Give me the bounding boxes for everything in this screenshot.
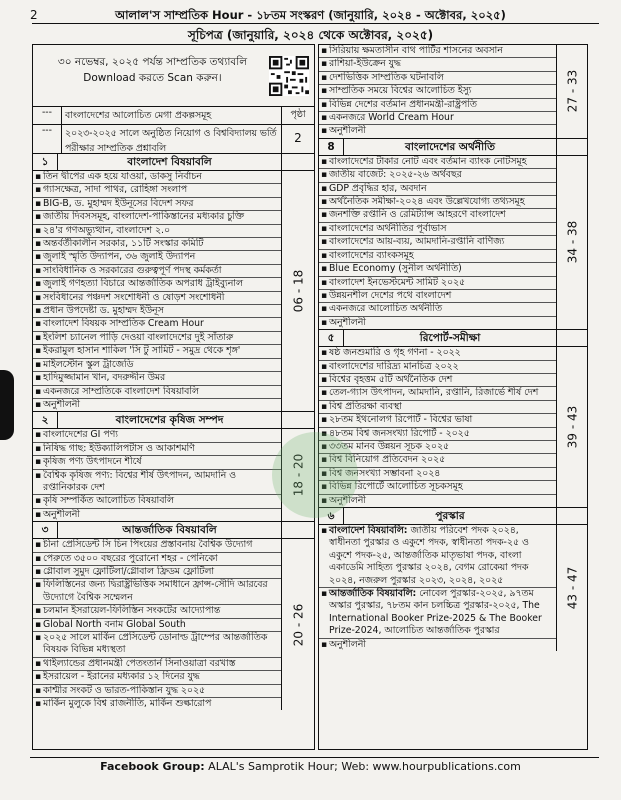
toc-item: ▪ থাইল্যান্ডের প্রধানমন্ত্রী পেতংতার্ন সিনাওয়াত্রা বরখাস্ত — [33, 658, 281, 671]
page-range: 27 - 33 — [565, 70, 579, 113]
toc-item: ▪ ৪৮তম বিশ্ব জনসংখ্যা রিপোর্ট - ২০২৫ — [319, 428, 556, 441]
toc-item: ▪ বৈশ্বিক কৃষিজ পণ্য: বিশ্বের শীর্ষ উৎপাদন, আমদানি ও রপ্তানিকারক দেশ — [33, 470, 281, 496]
toc-item: ▪ কৃষিজ পণ্য উৎপাদনে শীর্ষে — [33, 456, 281, 469]
toc-item: ▪ তেল-গ্যাস উৎপাদন, আমদানি, রপ্তানি, রিজার্ভে শীর্ষ দেশ — [319, 387, 556, 400]
toc-item: ▪ ষষ্ঠ জনশুমারি ও গৃহ গণনা - ২০২২ — [319, 347, 556, 360]
toc-item: ▪ বিশ্ব প্রতিরক্ষা ব্যবস্থা — [319, 401, 556, 414]
toc-item: ▪ চীনা প্রেসিডেন্ট সি চিন পিংয়ের প্রস্তাবনায় বৈশ্বিক উদ্যোগ — [33, 539, 281, 552]
toc-item: ▪ তিন দ্বীপের এক হয়ে যাওয়া, ডাকসু নির্বাচন — [33, 171, 281, 184]
section-heading — [319, 139, 587, 156]
toc-item: ▪ নিষিদ্ধ গাছ: ইউক্যালিপটাস ও আকাশমণি — [33, 443, 281, 456]
toc-item: ▪ ইকরামুল হাসান শাকিল 'সি টু সামিট - সমুদ্র থেকে শৃঙ্গ' — [33, 345, 281, 358]
toc-item: ▪ চলমান ইসরায়েল-ফিলিস্তিন সংকটের আদ্যোপান্ত — [33, 605, 281, 618]
misc-dash: --- — [33, 107, 62, 124]
item-list — [319, 45, 556, 138]
section-body — [319, 347, 587, 508]
section-number: 8 — [319, 139, 344, 155]
item-list — [33, 539, 281, 710]
section-number: ১ — [33, 154, 58, 170]
section-body — [319, 45, 587, 139]
toc-item: ▪ জাতীয় দিবসসমূহ, বাংলাদেশ-পাকিস্তানের মধ্যকার চুক্তি — [33, 211, 281, 224]
toc-item: ▪ বিশ্ব জনসংখ্যা সম্ভাবনা ২০২৪ — [319, 468, 556, 481]
toc-right-column — [318, 44, 588, 750]
toc-item: ▪ GDP প্রবৃদ্ধির হার, অবদান — [319, 183, 556, 196]
section-pages — [556, 525, 587, 651]
toc-item: ▪ হাদিমুজ্জামান খান, বদরুদ্দীন উমর — [33, 372, 281, 385]
section-heading — [33, 154, 314, 171]
award-label: বাংলাদেশ বিষয়াবলি: — [329, 525, 408, 536]
toc-item: ▪ ৩৩তম মানব উন্নয়ন সূচক ২০২৫ — [319, 441, 556, 454]
toc-item: ▪ গ্লোবাল সুমুদ ফ্লোটিলা/গ্লোবাল ফ্রিডম ফ্লোটিলা — [33, 566, 281, 579]
binding-shadow — [0, 370, 14, 440]
qr-text-line2: Download করতে Scan করুন। — [83, 72, 222, 84]
toc-item: ▪ অনুশীলনী — [33, 399, 281, 411]
section-number: ৩ — [33, 522, 58, 538]
toc-item: ▪ বাংলাদেশের আয়-ব্যয়, আমদানি-রপ্তানি বাণিজ্য — [319, 236, 556, 249]
toc-item: ▪ বাংলাদেশের টাকার নোট এবং বর্তমান ব্যাংক নোটসমূহ — [319, 156, 556, 169]
toc-item: ▪ বাংলাদেশ ইনভেস্টমেন্ট সামিট ২০২৫ — [319, 277, 556, 290]
section-title: বাংলাদেশের অর্থনীতি — [405, 140, 495, 153]
toc-item: ▪ জাতীয় বাজেট: ২০২৫-২৬ অর্থবছর — [319, 169, 556, 182]
toc-item: ▪ অনুশীলনী — [319, 125, 556, 137]
footer-label: Facebook Group: — [100, 760, 205, 773]
page-range: 43 - 47 — [565, 566, 579, 610]
toc-item: ▪ BIG-B, ড. মুহাম্মদ ইউনূসের বিদেশ সফর — [33, 198, 281, 211]
section-title: আন্তর্জাতিক বিষয়াবলি — [122, 524, 217, 537]
toc-item: ▪ দেশভিত্তিক সাম্প্রতিক ঘটনাবলি — [319, 72, 556, 85]
toc-item: ▪ বিভিন্ন রিপোর্টে আলোচিত সূচকসমূহ — [319, 481, 556, 494]
misc-text: বাংলাদেশের আলোচিত মেগা প্রকল্পসমূহ — [65, 110, 212, 121]
header-title: আলাল'স সাম্প্রতিক Hour - ১৮তম সংস্করণ (জানুয়ারি, ২০২৪ - অক্টোবর, ২০২৫) — [115, 8, 506, 22]
section-body — [33, 539, 314, 710]
section-heading — [33, 522, 314, 539]
item-list — [319, 156, 556, 329]
toc-item: ▪ একনজরে আলোচিত অর্থনীতি — [319, 303, 556, 316]
qr-row — [33, 45, 314, 107]
qr-text-line1: ৩০ নভেম্বর, ২০২৫ পর্যন্ত সাম্প্রতিক তথ্যাবলি — [57, 56, 248, 68]
toc-item: ▪ বিভিন্ন দেশের বর্তমান প্রধানমন্ত্রী-রাষ্ট্রপতি — [319, 99, 556, 112]
footer-rule — [30, 757, 599, 758]
toc-item: ▪ অনুশীলনী — [319, 495, 556, 507]
section-title: রিপোর্ট-সমীক্ষা — [419, 332, 481, 345]
toc-item: ▪ বিশ্বের বৃহত্তম ৫টি অর্থনৈতিক দেশ — [319, 374, 556, 387]
toc-left-column — [32, 44, 315, 750]
toc-item: ▪ প্রধান উপদেষ্টা ড. মুহাম্মদ ইউনূস — [33, 305, 281, 318]
toc-item: ▪ বাংলাদেশ বিষয়ক সাম্প্রতিক Cream Hour — [33, 318, 281, 331]
section-pages — [556, 156, 587, 329]
toc-item: ▪ গ্যাসক্ষেত্র, সাদা পাথর, রোহিঙ্গা সংলাপ — [33, 184, 281, 197]
toc-item: ▪ ফিলিস্তিনের জন্য দ্বিরাষ্ট্রভিত্তিক সমাধানে ফ্রান্স-সৌদি আরবের উদ্যোগে বৈশ্বিক সম্মেলন — [33, 579, 281, 605]
toc-item: ▪ একনজরে সাম্প্রতিকে বাংলাদেশ বিষয়াবলি — [33, 386, 281, 399]
section-body — [319, 156, 587, 330]
toc-item: ▪ বিশ্ব বিনিয়োগ প্রতিবেদন ২০২৫ — [319, 454, 556, 467]
toc-item: ▪ অনুশীলনী — [33, 509, 281, 521]
toc-item: ▪ অনুশীলনী — [319, 639, 556, 651]
page-range: 34 - 38 — [565, 221, 579, 264]
section-title: পুরস্কার — [435, 510, 465, 522]
page-range: 18 - 20 — [291, 453, 305, 497]
toc-item: ▪ বাংলাদেশের অর্থনীতির পূর্বাভাস — [319, 223, 556, 236]
footer-text: ALAL's Samprotik Hour; Web: www.hourpublications.com — [208, 760, 521, 773]
toc-item: ▪ সংবিধানের পঞ্চদশ সংশোধনী ও ষোড়শ সংশোধনী — [33, 292, 281, 305]
toc-item: ▪ উন্নয়নশীল দেশের পথে বাংলাদেশ — [319, 290, 556, 303]
award-text: জাতীয় পরিবেশ পদক ২০২৪, স্বাধীনতা পুরস্কার ও একুশে পদক, স্বাধীনতা পদক-২৫ ও একুশে পদক-২৫, আন্তর্জাতিক মাতৃভাষা পদক, বাংলা একাডেমি সাহিত্য পুরস্কার ২০২৪, বেগম রোকেয়া পদক ২০২৪, নজরুল পুরস্কার ২০২৩, ২০২৪, ২০২৫ — [329, 525, 529, 586]
toc-item: ▪ জুলাই গণহত্যা বিচারে আন্তর্জাতিক অপরাধ ট্রাইব্যুনাল — [33, 278, 281, 291]
toc-item: ▪ অনুশীলনী — [319, 317, 556, 329]
toc-item: ▪ একনজরে World Cream Hour — [319, 112, 556, 125]
toc-item: ▪ বাংলাদেশের দারিদ্র্য মানচিত্র ২০২২ — [319, 361, 556, 374]
section-pages — [281, 539, 314, 710]
toc-title: সূচিপত্র (জানুয়ারি, ২০২৪ থেকে অক্টোবর, ২০২৫) — [187, 28, 434, 42]
toc-item: ▪ Blue Economy (সুনীল অর্থনীতি) — [319, 263, 556, 276]
award-text: নোবেল পুরস্কার-২০২৫, ৯৭তম অস্কার পুরস্কার, ৭৮তম কান চলচ্চিত্র পুরস্কার-২০২৫, The International Booker Prize-2025 & The Booker Prize-2024, আলোচিত আন্তর্জাতিক পুরস্কার — [329, 588, 542, 637]
toc-item: ▪ জনশক্তি রপ্তানি ও রেমিট্যান্স আহরণে বাংলাদেশ — [319, 209, 556, 222]
section-number: ৬ — [319, 508, 344, 524]
page-range: 39 - 43 — [565, 405, 579, 449]
section-pages — [556, 347, 587, 507]
toc-item: ▪ সাম্প্রতিক সময়ে বিশ্বের আলোচিত ইস্যু — [319, 85, 556, 98]
section-pages — [556, 45, 587, 138]
misc-row — [33, 125, 314, 154]
toc-item: ▪ ২০২৫ সালে মার্কিন প্রেসিডেন্ট ডোনাল্ড ট্রাম্পের আন্তর্জাতিক বিষয়ক বিভিন্ন মধ্যস্থতা — [33, 632, 281, 658]
item-list — [319, 639, 556, 651]
toc-item: ▪ মার্কিন মুলুকে বিশ্ব রাজনীতি, মার্কিন শুল্কারোপ — [33, 698, 281, 710]
misc-page: পৃষ্ঠা — [281, 107, 314, 124]
watermark-logo — [272, 432, 358, 518]
section-title: বাংলাদেশ বিষয়াবলি — [127, 156, 212, 168]
toc-item: ▪ রাশিয়া-ইউক্রেন যুদ্ধ — [319, 58, 556, 71]
section-number: ৫ — [319, 330, 344, 346]
header-rule — [32, 23, 599, 24]
toc-item: ▪ জুলাই স্মৃতি উদ্যাপন, ৩৬ জুলাই উদ্যাপন — [33, 251, 281, 264]
section-heading — [319, 330, 587, 347]
page-range: 20 - 26 — [291, 603, 305, 647]
toc-item: ▪ বাংলাদেশের GI পণ্য — [33, 429, 281, 442]
toc-item: ▪ Global North বনাম Global South — [33, 619, 281, 632]
toc-item: ▪ সাংবিধানিক ও সরকারের গুরুত্বপূর্ণ পদস্থ কর্মকর্তা — [33, 265, 281, 278]
section-pages — [281, 171, 314, 411]
page-number: 2 — [30, 8, 38, 22]
misc-page: 2 — [281, 125, 314, 153]
section-body — [33, 171, 314, 412]
toc-item: ▪ ২৮তম ইথনোলগ রিপোর্ট - বিশ্বের ভাষা — [319, 414, 556, 427]
misc-dash: --- — [33, 125, 62, 153]
toc-item: ▪ মাইলস্টোন স্কুল ট্রাজেডি — [33, 359, 281, 372]
award-label: আন্তর্জাতিক বিষয়াবলি: — [329, 588, 417, 600]
toc-item: ▪ বাংলাদেশের ব্যাংকসমূহ — [319, 250, 556, 263]
toc-item: ▪ কৃষি সম্পর্কিত আলোচিত বিষয়াবলি — [33, 495, 281, 508]
toc-item: ▪ ২৪'র গণঅভ্যুত্থান, বাংলাদেশ ২.০ — [33, 225, 281, 238]
misc-text: ২০২৩-২০২৫ সালে অনুষ্ঠিত নিয়োগ ও বিশ্ববিদ্যালয় ভর্তি পরীক্ষার সাম্প্রতিক প্রশ্নাবলি — [65, 128, 277, 154]
toc-item: ▪ ইংলিশ চ্যানেল পাড়ি দেওয়া বাংলাদেশের দুই সাঁতারু — [33, 332, 281, 345]
footer — [0, 760, 621, 773]
toc-item: ▪ ইসরায়েল - ইরানের মধ্যকার ১২ দিনের যুদ্ধ — [33, 671, 281, 684]
award-entry — [319, 525, 556, 588]
award-entry — [319, 588, 556, 639]
page-range: 06 - 18 — [291, 269, 305, 313]
toc-item: ▪ অর্থনৈতিক সমীক্ষা-২০২৪ এবং উল্লেখযোগ্য তথ্যসমূহ — [319, 196, 556, 209]
toc-item: ▪ কাশ্মীর সংকট ও ভারত-পাকিস্তান যুদ্ধ ২০২৫ — [33, 685, 281, 698]
section-body — [319, 525, 587, 651]
item-list — [33, 429, 281, 521]
item-list — [33, 171, 281, 411]
section-number: ২ — [33, 412, 58, 428]
section-heading — [319, 508, 587, 525]
qr-text — [33, 45, 264, 106]
qr-code-icon[interactable] — [264, 45, 314, 106]
toc-item: ▪ সিরিয়ায় ক্ষমতাসীন বাথ পার্টির শাসনের অবসান — [319, 45, 556, 58]
section-heading — [33, 412, 314, 429]
toc-item: ▪ অন্তর্বর্তীকালীন সরকার, ১১টি সংস্কার কমিটি — [33, 238, 281, 251]
section-title: বাংলাদেশের কৃষিজ সম্পদ — [115, 414, 224, 427]
toc-item: ▪ পেরুতে ৩৫০০ বছরের পুরোনো শহর - পেনিকো — [33, 553, 281, 566]
misc-row — [33, 107, 314, 125]
